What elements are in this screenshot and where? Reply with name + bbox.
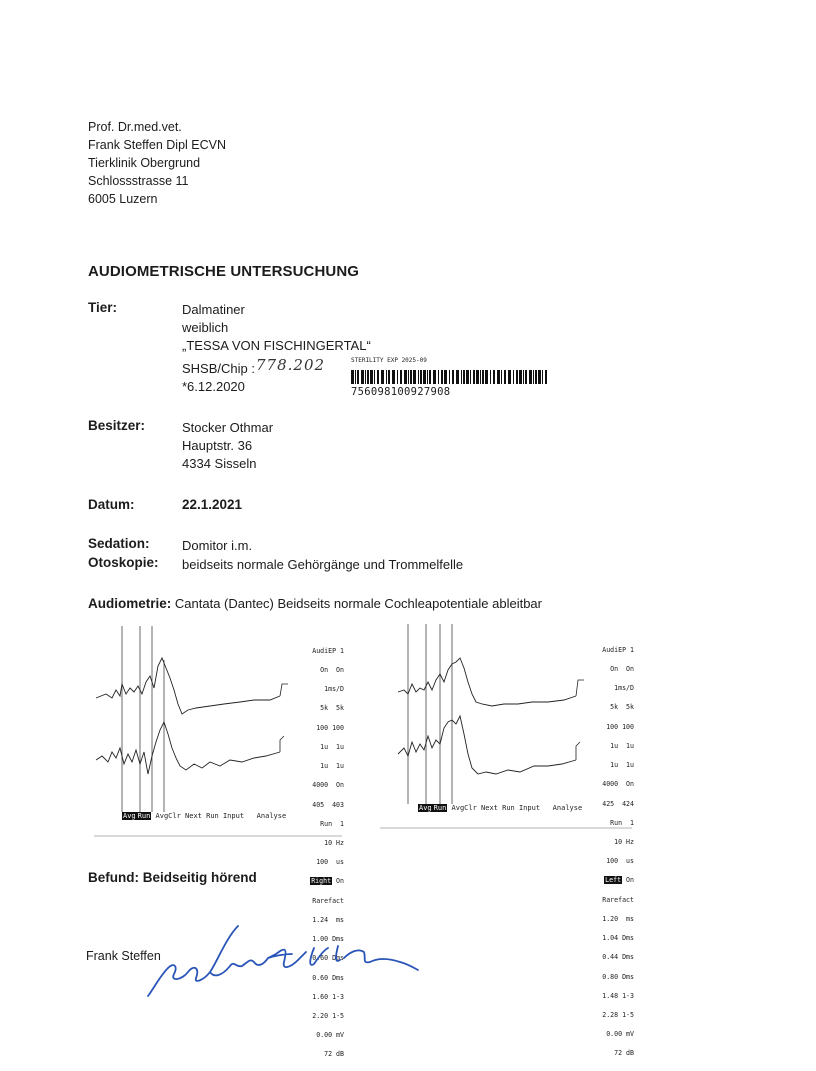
barcode-bar	[542, 370, 543, 384]
sender-address	[88, 118, 226, 208]
readout-line: 10 Hz	[324, 839, 344, 847]
handwritten-signature	[138, 915, 428, 1008]
chip-barcode-sticker	[346, 357, 552, 401]
barcode-bar	[463, 370, 465, 384]
barcode-bar	[357, 370, 359, 384]
sender-line: Tierklinik Obergrund	[88, 156, 201, 170]
barcode-bar	[449, 370, 450, 384]
audiometrie-value: Cantata (Dantec) Beidseits normale Cochleapotentiale ableitbar	[174, 596, 542, 611]
audiometry-printout-left	[380, 624, 634, 1058]
readout-line: 1.24 ms	[312, 915, 344, 924]
side-label: Right	[311, 877, 332, 886]
abr-waveform-plot-left	[380, 624, 634, 834]
softkey-bar-left	[418, 804, 582, 812]
barcode-bar	[410, 370, 412, 384]
barcode-bar	[374, 370, 375, 384]
barcode-bar	[388, 370, 390, 384]
tier-chip-handwritten: 778.202	[256, 356, 326, 374]
barcode-bar	[533, 370, 534, 384]
barcode-bar	[423, 370, 426, 384]
readout-line: 100 100	[606, 722, 634, 731]
readout-line: 10 Hz	[614, 838, 634, 846]
readout-line: Rarefact	[602, 895, 634, 904]
barcode-bar	[418, 370, 419, 384]
tier-breed: Dalmatiner	[182, 302, 245, 317]
chip-number: 756098100927908	[351, 386, 451, 398]
barcode-bar	[433, 370, 436, 384]
besitzer-name: Stocker Othmar	[182, 420, 274, 435]
readout-line: Run 1	[320, 819, 344, 828]
barcode-bar	[461, 370, 462, 384]
barcode-bar	[480, 370, 481, 384]
barcode-bar	[386, 370, 387, 384]
barcode-bar	[392, 370, 395, 384]
sedation-value: Domitor i.m.	[182, 538, 253, 553]
readout-line: 1.04 Dms	[602, 934, 634, 943]
barcode-bar	[408, 370, 409, 384]
readout-line: 4000 On	[312, 781, 344, 790]
barcode-bar	[485, 370, 488, 384]
readout-line: Run 1	[610, 818, 634, 827]
readout-line: 1.48 1-3	[602, 991, 634, 1000]
barcode-bar	[361, 370, 364, 384]
barcode-bar	[490, 370, 491, 384]
softkey-rest: AvgClr Next Run Input Analyse	[447, 804, 583, 812]
readout-line: 405 403	[312, 800, 344, 809]
readout-line: 1.60 1-3	[312, 992, 344, 1001]
tier-label: Tier:	[88, 300, 118, 315]
readout-side-line	[602, 877, 634, 883]
otoskopie-value: beidseits normale Gehörgänge und Trommelfelle	[182, 557, 464, 572]
barcode-bar	[525, 370, 527, 384]
readout-line: 100 100	[316, 723, 344, 732]
readout-line: 2.28 1-5	[602, 1010, 634, 1019]
barcode-bar	[404, 370, 407, 384]
readout-top-left	[602, 634, 634, 1070]
besitzer-street: Hauptstr. 36	[182, 438, 253, 453]
softkey-avg: Avg	[419, 804, 432, 812]
barcode-bar	[429, 370, 431, 384]
barcode-bar	[501, 370, 502, 384]
barcode-bar	[545, 370, 547, 384]
readout-line: 72 dB	[324, 1050, 344, 1059]
readout-line: 425 424	[602, 799, 634, 808]
tier-born: *6.12.2020	[182, 379, 245, 394]
barcode-bar	[476, 370, 479, 384]
barcode-bar	[370, 370, 373, 384]
readout-line: AudiEP 1	[312, 646, 344, 655]
barcode-bar	[452, 370, 454, 384]
barcode-bar	[535, 370, 537, 384]
readout-line: 0.00 mV	[316, 1031, 344, 1040]
besitzer-label: Besitzer:	[88, 418, 146, 433]
softkey-rest: AvgClr Next Run Input Analyse	[151, 812, 287, 820]
sender-line: 6005 Luzern	[88, 192, 158, 206]
readout-line: On On	[610, 665, 634, 674]
readout-line: 1.20 ms	[602, 914, 634, 923]
side-state: On	[626, 876, 634, 885]
audiometrie-line	[88, 596, 542, 611]
barcode-bar	[470, 370, 471, 384]
barcode-bar	[351, 370, 354, 384]
barcode-bar	[444, 370, 447, 384]
barcode-bar	[400, 370, 402, 384]
readout-line: 4000 On	[602, 780, 634, 789]
sender-line: Frank Steffen Dipl ECVN	[88, 138, 227, 152]
readout-line: 0.00 mV	[606, 1030, 634, 1039]
otoskopie-label: Otoskopie:	[88, 555, 159, 570]
datum-value: 22.1.2021	[182, 497, 243, 512]
softkey-run: Run	[433, 804, 447, 812]
readout-line: 5k 5k	[610, 703, 634, 712]
page-title: AUDIOMETRISCHE UNTERSUCHUNG	[88, 263, 360, 280]
tier-chip-label: SHSB/Chip :	[182, 361, 255, 376]
datum-label: Datum:	[88, 497, 135, 512]
readout-line: 0.60 Dms	[312, 954, 344, 963]
readout-line: 1u 1u	[610, 741, 634, 750]
readout-line: 100 us	[606, 857, 634, 866]
barcode-bar	[504, 370, 506, 384]
barcode-bar	[397, 370, 398, 384]
sedation-label: Sedation:	[88, 536, 150, 551]
sender-line: Prof. Dr.med.vet.	[88, 120, 182, 134]
readout-line: 0.80 Dms	[602, 972, 634, 981]
readout-line: Rarefact	[312, 896, 344, 905]
abr-waveform-plot-right	[94, 624, 344, 840]
readout-line: 1u 1u	[610, 761, 634, 770]
barcode-bar	[413, 370, 416, 384]
side-label: Left	[605, 876, 622, 885]
readout-line: 1.00 Dms	[312, 935, 344, 944]
barcode-bar	[367, 370, 369, 384]
barcode-bar	[529, 370, 532, 384]
barcode-bar	[473, 370, 475, 384]
softkey-bar-right	[122, 812, 286, 820]
audiometrie-label: Audiometrie:	[88, 596, 172, 611]
barcode-bar	[523, 370, 524, 384]
barcode-bar	[441, 370, 443, 384]
besitzer-city: 4334 Sisseln	[182, 456, 257, 471]
softkey-run: Run	[137, 812, 151, 820]
barcode-bar	[538, 370, 541, 384]
barcode-bar	[519, 370, 522, 384]
readout-line: 1u 1u	[320, 742, 344, 751]
barcode-bar	[466, 370, 469, 384]
barcode-bar	[438, 370, 439, 384]
barcode-bar	[513, 370, 514, 384]
barcode-bar	[355, 370, 356, 384]
befund-text: Befund: Beidseitig hörend	[88, 870, 257, 885]
sterility-text: STERILITY EXP 2025-09	[351, 357, 427, 364]
barcode-bar	[377, 370, 379, 384]
barcode-bar	[508, 370, 511, 384]
readout-line: 0.44 Dms	[602, 953, 634, 962]
sender-line: Schlossstrasse 11	[88, 174, 189, 188]
barcode-bar	[482, 370, 484, 384]
readout-line: 2.20 1-5	[312, 1011, 344, 1020]
readout-line: 5k 5k	[320, 704, 344, 713]
readout-line: 1u 1u	[320, 762, 344, 771]
barcode-bar	[381, 370, 384, 384]
readout-line: AudiEP 1	[602, 645, 634, 654]
barcode-bar	[497, 370, 500, 384]
readout-side-line	[310, 878, 344, 884]
side-state: On	[336, 877, 344, 886]
readout-line: 100 us	[316, 858, 344, 867]
barcode-bar	[516, 370, 518, 384]
tier-sex: weiblich	[182, 320, 229, 335]
signature-name: Frank Steffen	[86, 949, 161, 963]
tier-name: „TESSA VON FISCHINGERTAL“	[182, 338, 371, 353]
barcode-bar	[365, 370, 366, 384]
softkey-avg: Avg	[123, 812, 136, 820]
readout-line: 0.60 Dms	[312, 973, 344, 982]
readout-line: 1ms/D	[324, 685, 344, 694]
barcode-bar	[420, 370, 422, 384]
barcode-icon	[351, 370, 551, 384]
readout-line: On On	[320, 666, 344, 675]
readout-line: 72 dB	[614, 1049, 634, 1058]
barcode-bar	[493, 370, 495, 384]
barcode-bar	[427, 370, 428, 384]
readout-line: 1ms/D	[614, 684, 634, 693]
barcode-bar	[456, 370, 459, 384]
